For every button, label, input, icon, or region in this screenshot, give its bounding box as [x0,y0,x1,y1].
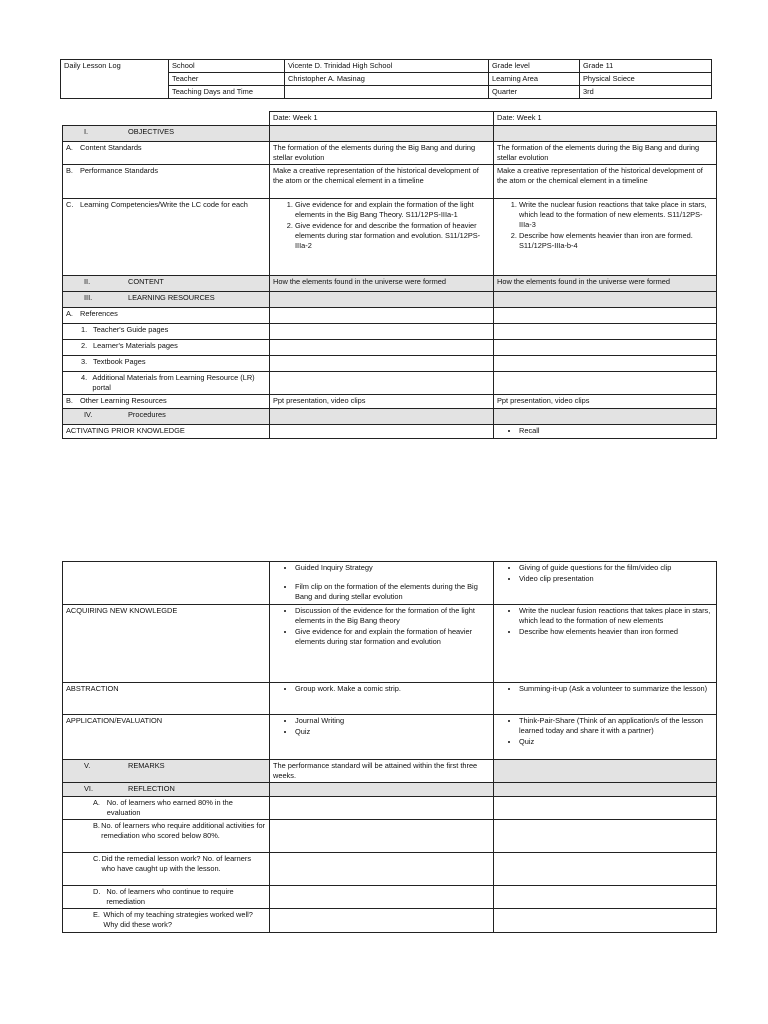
list-item: • Guided Inquiry Strategy [295,563,490,573]
ref-learners-materials: 2. Learner's Materials pages [63,339,270,355]
list-item: • Journal Writing [295,716,490,726]
ref-teachers-guide: 1. Teacher's Guide pages [63,323,270,339]
learning-resources-heading: III. LEARNING RESOURCES [63,291,270,307]
activating-prior-knowledge-label: ACTIVATING PRIOR KNOWLEDGE [63,424,270,438]
learning-area-value: Physical Sciece [580,72,712,85]
application-col2 [494,715,717,760]
teaching-days-label: Teaching Days and Time [169,85,285,98]
reflection-item-c: C. Did the remedial lesson work? No. of learners who have caught up with the lesson. [63,852,270,885]
list-item: • Recall [519,426,713,436]
reflection-item-d: D. No. of learners who continue to require remediation [63,885,270,908]
procedures-heading: IV. Procedures [63,408,270,424]
reflection-item-e: E. Which of my teaching strategies worked well? Why did these work? [63,908,270,932]
school-label: School [169,60,285,73]
performance-standards-col2: Make a creative representation of the historical development of the atom or the chemical element in a timeline [494,164,717,198]
learning-area-label: Learning Area [489,72,580,85]
list-item: • Think-Pair-Share (Think of an application/s of the lesson learned today and share it with a partner) [519,716,713,736]
list-item: 1. Give evidence for and explain the formation of the light elements in the Big Bang Theory. S11/12PS-IIIa-1 [295,200,490,220]
quarter-label: Quarter [489,85,580,98]
strategy-col2 [494,562,717,605]
content-standards-label: A. Content Standards [63,142,270,165]
list-item: • Video clip presentation [519,574,713,584]
abstraction-label: ABSTRACTION [63,683,270,715]
performance-standards-label: B. Performance Standards [63,164,270,198]
references-label: A. References [63,307,270,323]
objectives-heading: I. OBJECTIVES [63,126,270,142]
list-item: • Group work. Make a comic strip. [295,684,490,694]
lesson-table-page2 [62,561,717,933]
header-table [60,59,712,99]
abstraction-col1 [270,683,494,715]
reflection-heading: VI. REFLECTION [63,782,270,796]
list-item: • Quiz [519,737,713,747]
content-col1: How the elements found in the universe were formed [270,275,494,291]
school-value: Vicente D. Trinidad High School [285,60,489,73]
content-col2: How the elements found in the universe were formed [494,275,717,291]
list-item: 2. Describe how elements heavier than iron are formed. S11/12PS-IIIa-b-4 [519,231,713,251]
lesson-table-page1 [62,111,717,439]
daily-lesson-log-label: Daily Lesson Log [61,60,169,99]
abstraction-col2 [494,683,717,715]
teacher-value: Christopher A. Masinag [285,72,489,85]
acquiring-new-knowledge-label: ACQUIRING NEW KNOWLEGDE [63,605,270,683]
ref-textbook-pages: 3. Textbook Pages [63,355,270,371]
teaching-days-value [285,85,489,98]
ref-additional-materials: 4. Additional Materials from Learning Resource (LR) portal [63,371,270,394]
list-item: • Quiz [295,727,490,737]
reflection-item-b: B. No. of learners who require additional activities for remediation who scored below 80%. [63,819,270,852]
date-col2: Date: Week 1 [494,112,717,126]
grade-level-label: Grade level [489,60,580,73]
performance-standards-col1: Make a creative representation of the historical development of the atom or the chemical element in a timeline [270,164,494,198]
list-item: • Discussion of the evidence for the formation of the light elements in the Big Bang theory [295,606,490,626]
application-evaluation-label: APPLICATION/EVALUATION [63,715,270,760]
teacher-label: Teacher [169,72,285,85]
list-item: 1. Write the nuclear fusion reactions that take place in stars, which lead to the formation of new elements. S11/12PS-IIIa-3 [519,200,713,230]
list-item: • Describe how elements heavier than iron formed [519,627,713,637]
learning-competencies-col2 [494,198,717,275]
content-standards-col1: The formation of the elements during the Big Bang and during stellar evolution [270,142,494,165]
application-col1 [270,715,494,760]
learning-competencies-col1 [270,198,494,275]
remarks-col1: The performance standard will be attained within the first three weeks. [270,760,494,783]
ank-col2 [494,605,717,683]
grade-level-value: Grade 11 [580,60,712,73]
other-resources-col1: Ppt presentation, video clips [270,394,494,408]
other-resources-col2: Ppt presentation, video clips [494,394,717,408]
content-heading: II. CONTENT [63,275,270,291]
content-standards-col2: The formation of the elements during the Big Bang and during stellar evolution [494,142,717,165]
list-item: • Film clip on the formation of the elements during the Big Bang and during stellar evolution [295,582,490,602]
reflection-item-a: A. No. of learners who earned 80% in the evaluation [63,796,270,819]
date-col1: Date: Week 1 [270,112,494,126]
list-item: • Summing-it-up (Ask a volunteer to summarize the lesson) [519,684,713,694]
list-item: 2. Give evidence for and describe the formation of heavier elements during star formation and evolution. S11/12PS-IIIa-2 [295,221,490,251]
strategy-col1 [270,562,494,605]
quarter-value: 3rd [580,85,712,98]
apk-col2 [494,424,717,438]
learning-competencies-label: C. Learning Competencies/Write the LC code for each [63,198,270,275]
list-item: • Giving of guide questions for the film/video clip [519,563,713,573]
list-item: • Write the nuclear fusion reactions that takes place in stars, which lead to the formation of new elements [519,606,713,626]
list-item: • Give evidence for and explain the formation of heavier elements during star formation and evolution [295,627,490,647]
other-resources-label: B. Other Learning Resources [63,394,270,408]
remarks-heading: V. REMARKS [63,760,270,783]
ank-col1 [270,605,494,683]
